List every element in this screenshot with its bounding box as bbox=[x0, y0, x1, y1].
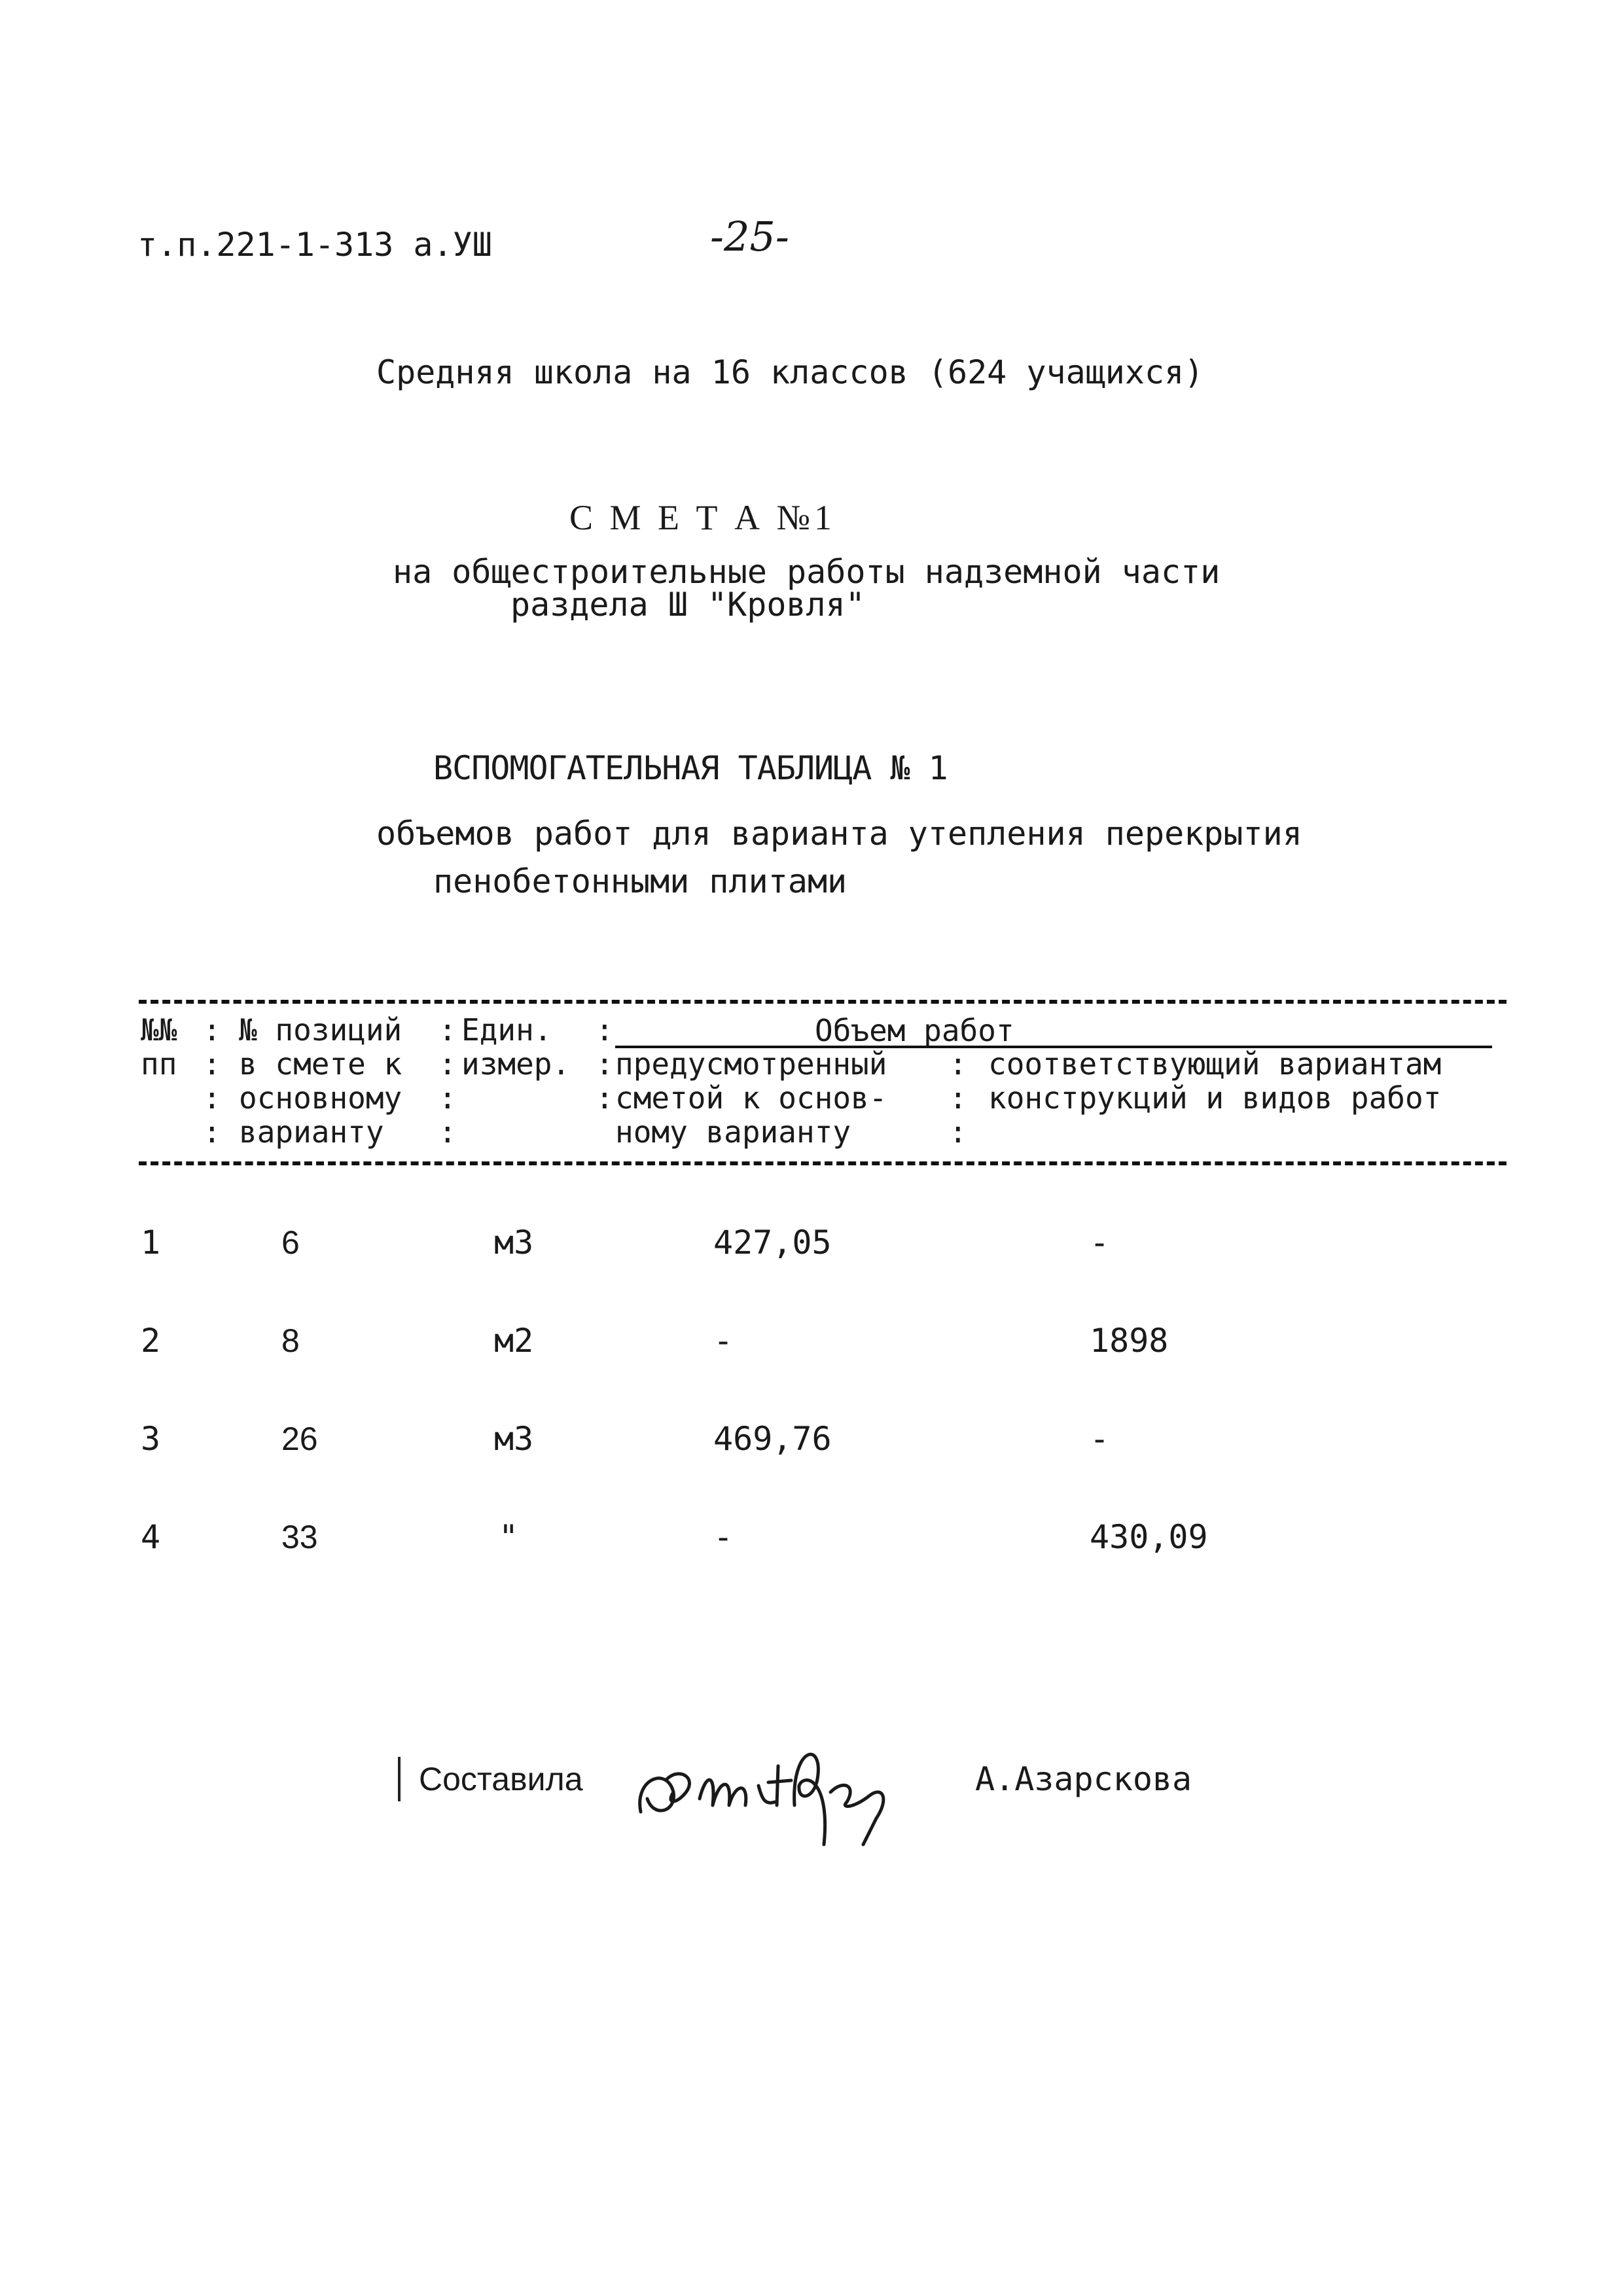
header-col-unit-line2: измер. bbox=[461, 1046, 571, 1082]
row-variant-volume: 430,09 bbox=[1090, 1518, 1208, 1556]
header-group-volume: Объем работ bbox=[815, 1013, 1014, 1048]
header-col-base bbox=[615, 1047, 887, 1149]
row-position: 33 bbox=[281, 1519, 318, 1555]
page-number: -25- bbox=[710, 213, 789, 260]
header-col-variant-line1: соответствующий вариантам bbox=[988, 1046, 1442, 1082]
row-base-volume: 469,76 bbox=[713, 1420, 832, 1458]
table-header-bottom-rule bbox=[139, 1161, 1507, 1165]
row-unit: м3 bbox=[494, 1224, 534, 1262]
header-col-base-line3: ному варианту bbox=[615, 1114, 851, 1150]
header-col-position bbox=[239, 1013, 402, 1149]
smeta-subtitle-1: на общестроительные работы надземной части bbox=[393, 553, 1221, 591]
header-col-position-line4: варианту bbox=[239, 1114, 384, 1150]
footer-mark bbox=[398, 1757, 401, 1801]
row-unit: " bbox=[499, 1518, 519, 1556]
row-base-volume: - bbox=[713, 1518, 734, 1556]
smeta-subtitle-2: раздела Ш "Кровля" bbox=[510, 586, 865, 624]
header-col-variant-line2: конструкций и видов работ bbox=[988, 1080, 1442, 1116]
row-variant-volume: - bbox=[1090, 1420, 1110, 1458]
header-col-unit bbox=[461, 1013, 570, 1081]
header-col-position-line1: № позиций bbox=[239, 1012, 402, 1048]
author-name: А.Азарскова bbox=[975, 1760, 1192, 1798]
row-position: 6 bbox=[281, 1224, 300, 1261]
signature-image bbox=[628, 1720, 916, 1858]
composed-label: Составила bbox=[419, 1761, 583, 1797]
header-col-position-line3: основному bbox=[239, 1080, 402, 1116]
document-code: т.п.221-1-313 а.УШ bbox=[137, 226, 492, 264]
row-base-volume: - bbox=[713, 1322, 734, 1360]
school-title: Средняя школа на 16 классов (624 учащихся) bbox=[376, 353, 1204, 391]
header-col-variant bbox=[988, 1047, 1441, 1115]
aux-table-title: ВСПОМОГАТЕЛЬНАЯ ТАБЛИЦА № 1 bbox=[433, 749, 948, 787]
header-col-base-line1: предусмотренный bbox=[615, 1046, 887, 1082]
signature bbox=[615, 1708, 903, 1845]
header-col-number-line1: №№ bbox=[141, 1012, 177, 1048]
smeta-title: С М Е Т А №1 bbox=[569, 498, 836, 537]
row-position: 8 bbox=[281, 1322, 300, 1359]
row-number: 1 bbox=[141, 1224, 161, 1262]
row-variant-volume: - bbox=[1090, 1224, 1110, 1262]
row-number: 2 bbox=[141, 1322, 161, 1360]
header-separator-4: : : : bbox=[949, 1046, 967, 1150]
table-top-rule bbox=[139, 1000, 1507, 1004]
header-col-number bbox=[141, 1013, 177, 1081]
row-number: 3 bbox=[141, 1420, 161, 1458]
aux-table-desc-1: объемов работ для варианта утепления перекрытия bbox=[376, 815, 1302, 853]
aux-table-desc-2: пенобетонными плитами bbox=[433, 862, 847, 900]
header-col-number-line2: пп bbox=[141, 1046, 177, 1082]
header-col-unit-line1: Един. bbox=[461, 1012, 552, 1048]
header-separator-1: : : : : bbox=[203, 1012, 221, 1150]
row-variant-volume: 1898 bbox=[1090, 1322, 1169, 1360]
row-unit: м3 bbox=[494, 1420, 534, 1458]
row-unit: м2 bbox=[494, 1322, 534, 1360]
row-position: 26 bbox=[281, 1421, 318, 1457]
header-separator-3: : : : bbox=[596, 1012, 614, 1116]
header-separator-2: : : : : bbox=[438, 1012, 457, 1150]
header-col-position-line2: в смете к bbox=[239, 1046, 402, 1082]
row-base-volume: 427,05 bbox=[713, 1224, 832, 1262]
row-number: 4 bbox=[141, 1518, 161, 1556]
header-col-base-line2: сметой к основ- bbox=[615, 1080, 887, 1116]
